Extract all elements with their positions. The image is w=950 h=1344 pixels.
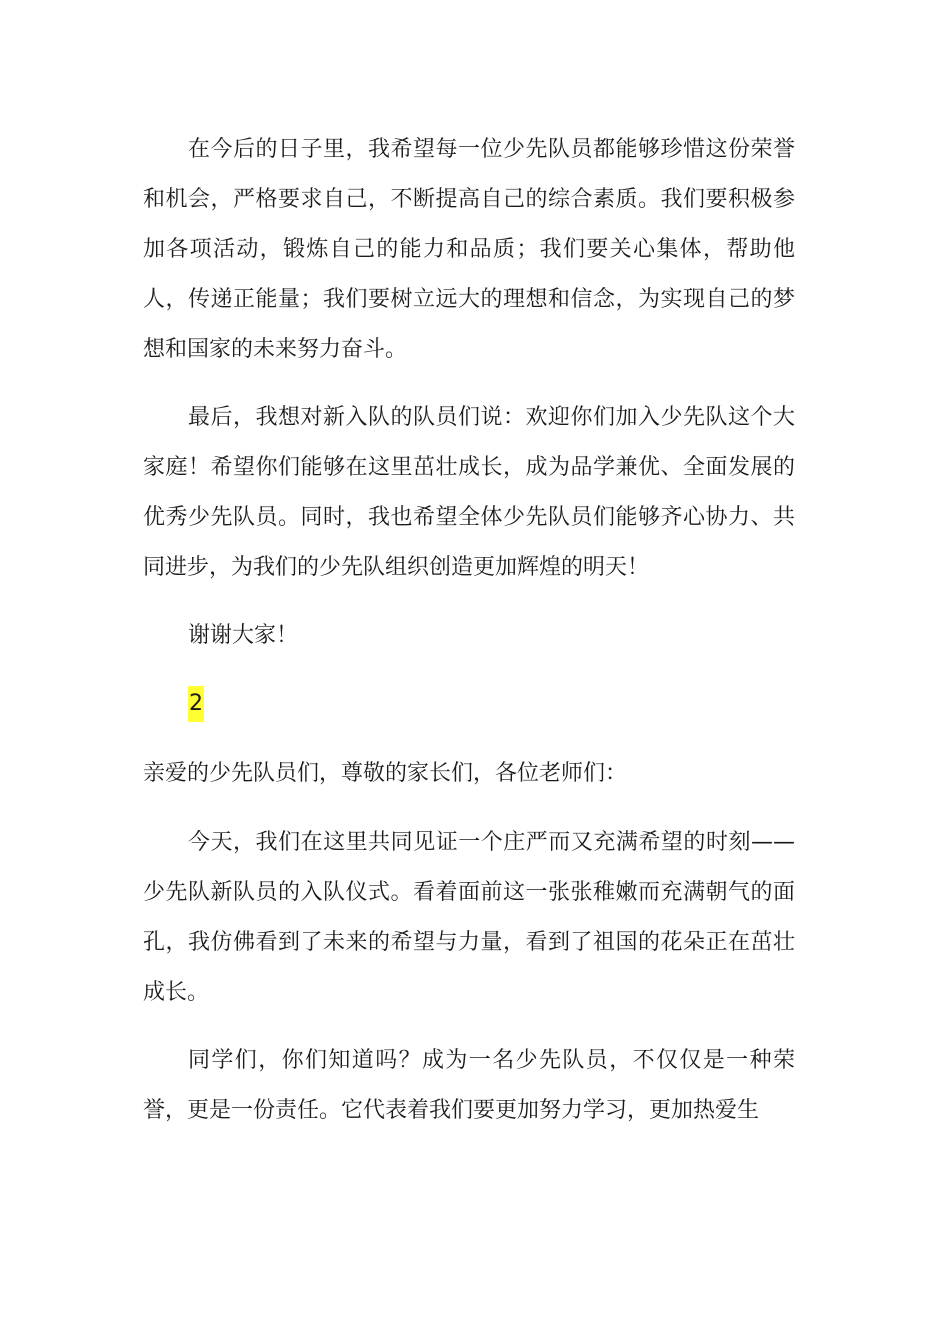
paragraph-future-hopes: 在今后的日子里，我希望每一位少先队员都能够珍惜这份荣誉和机会，严格要求自己，不断提高自己的综合素质。我们要积极参加各项活动，锻炼自己的能力和品质；我们要关心集体，帮助他人，传递正能量；我们要树立远大的理想和信念，为实现自己的梦想和国家的未来努力奋斗。 <box>143 137 795 362</box>
paragraph-welcome-new-members: 最后，我想对新入队的队员们说：欢迎你们加入少先队这个大家庭！希望你们能够在这里茁壮成长，成为品学兼优、全面发展的优秀少先队员。同时，我也希望全体少先队员们能够齐心协力、共同进步，为我们的少先队组织创造更加辉煌的明天！ <box>143 405 795 580</box>
greeting-line: 亲爱的少先队员们，尊敬的家长们，各位老师们： <box>143 761 628 786</box>
paragraph-ceremony-witness: 今天，我们在这里共同见证一个庄严而又充满希望的时刻——少先队新队员的入队仪式。看着面前这一张张稚嫩而充满朝气的面孔，我仿佛看到了未来的希望与力量，看到了祖国的花朵正在茁壮成长。 <box>143 830 795 1005</box>
section-number-highlighted: 2 <box>188 686 204 722</box>
paragraph-honor-responsibility: 同学们，你们知道吗？成为一名少先队员，不仅仅是一种荣誉，更是一份责任。它代表着我们要更加努力学习，更加热爱生 <box>143 1048 795 1123</box>
paragraph-thanks: 谢谢大家！ <box>188 623 299 648</box>
